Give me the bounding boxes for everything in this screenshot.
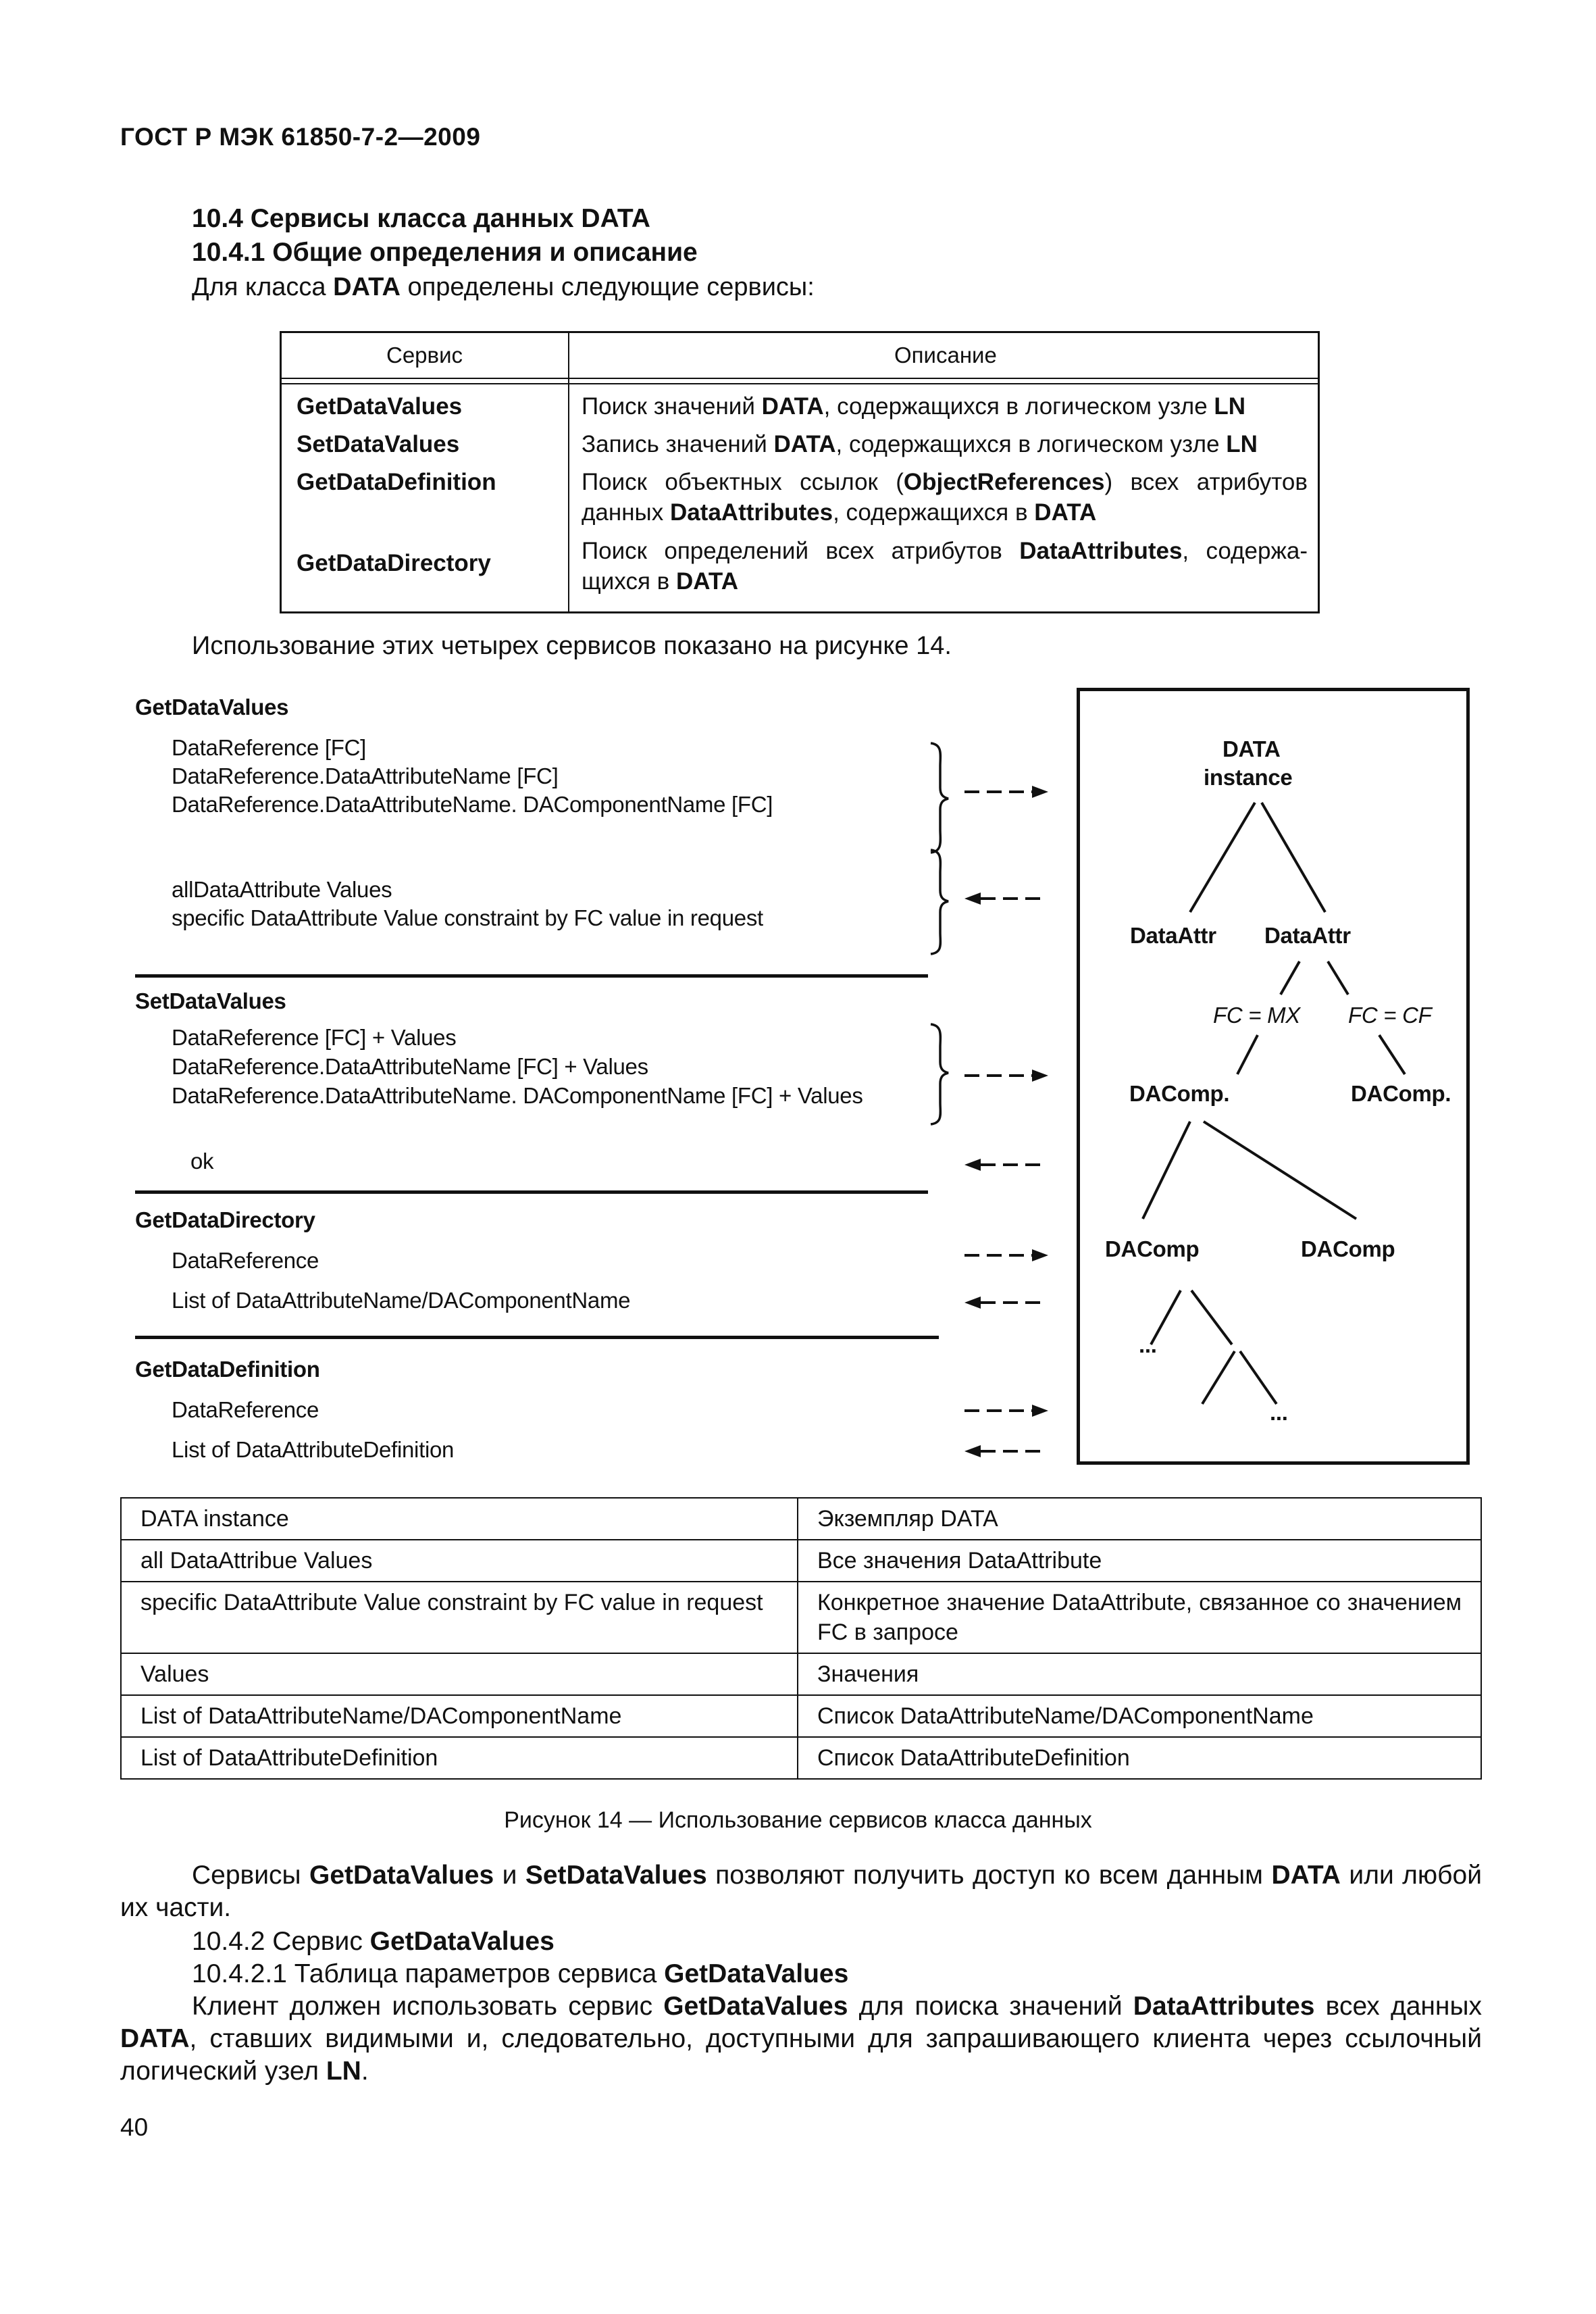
gv-response-line: allDataAttribute Values: [172, 877, 392, 902]
table-row: [121, 1737, 1481, 1779]
def-request: DataReference: [172, 1397, 319, 1422]
sv-request-line: DataReference [FC] + Values: [172, 1025, 457, 1050]
legend-translation: Значения: [798, 1653, 1481, 1695]
legend-translation: Список DataAttributeDefinition: [798, 1737, 1481, 1779]
dir-response: List of DataAttributeName/DAComponentName: [172, 1288, 631, 1313]
brace-response: [931, 850, 948, 954]
tree-node-dacomp-sub: DAComp: [1105, 1236, 1200, 1261]
page-number: 40: [120, 2113, 149, 2141]
column-header-service: Сервис: [386, 343, 463, 368]
arrowhead: [1032, 786, 1048, 798]
def-response: List of DataAttributeDefinition: [172, 1437, 455, 1462]
get-data-directory-title: GetDataDirectory: [135, 1207, 315, 1232]
legend-table: [120, 1497, 1482, 1780]
arrowhead: [1032, 1249, 1048, 1261]
tree-root-label: instance: [1204, 765, 1293, 790]
legend-term: all DataAttribue Values: [121, 1540, 798, 1582]
sv-response-ok: ok: [190, 1149, 214, 1174]
tree-node-dacomp: DAComp.: [1129, 1081, 1230, 1106]
table-row: [121, 1582, 1481, 1653]
tree-node-dataattr: DataAttr: [1130, 923, 1216, 948]
service-name: SetDataValues: [297, 431, 460, 457]
sv-request-line: DataReference.DataAttributeName. DAComponentName [FC] + Values: [172, 1083, 863, 1108]
column-header-description: Описание: [894, 343, 997, 368]
table-row: [121, 1695, 1481, 1737]
arrowhead: [1032, 1405, 1048, 1417]
gv-request-line: DataReference [FC]: [172, 735, 367, 760]
gv-request-line: DataReference.DataAttributeName. DAComponentName [FC]: [172, 792, 773, 817]
data-instance-tree-box: [1077, 688, 1470, 1465]
legend-term: specific DataAttribute Value constraint by FC value in request: [121, 1582, 798, 1653]
tree-node-dacomp: DAComp.: [1351, 1081, 1451, 1106]
sv-request-line: DataReference.DataAttributeName [FC] + Values: [172, 1054, 648, 1079]
service-name: GetDataValues: [297, 393, 463, 420]
arrowhead: [964, 1159, 981, 1171]
service-name: GetDataDefinition: [297, 469, 496, 495]
set-data-values-title: SetDataValues: [135, 988, 286, 1013]
legend-translation: Конкретное значение DataAttribute, связанное со значением FC в запросе: [798, 1582, 1481, 1653]
intro-bold: DATA: [333, 273, 401, 301]
dir-request: DataReference: [172, 1248, 319, 1273]
arrowhead: [964, 1445, 981, 1457]
legend-term: List of DataAttributeDefinition: [121, 1737, 798, 1779]
get-data-values-title: GetDataValues: [135, 695, 289, 720]
tree-root-label: DATA: [1222, 736, 1281, 761]
section-heading-10-4-1: 10.4.1 Общие определения и описание: [192, 238, 698, 267]
intro-text: Для класса: [192, 273, 334, 301]
legend-translation: Все значения DataAttribute: [798, 1540, 1481, 1582]
legend-term: Values: [121, 1653, 798, 1695]
fc-label-cf: FC = CF: [1348, 1003, 1432, 1028]
service-description: Поиск определений всех атрибутов DataAttributes, содержащихся в DATA: [582, 538, 1308, 595]
tree-node-dataattr: DataAttr: [1264, 923, 1351, 948]
document-header: ГОСТ Р МЭК 61850-7-2—2009: [120, 123, 481, 151]
intro-text-end: определены следующие сервисы:: [401, 273, 815, 301]
figure-intro: Использование этих четырех сервисов показано на рисунке 14.: [192, 632, 952, 660]
service-description: Поиск значений DATA, содержащихся в логическом узле LN: [582, 393, 1246, 420]
service-description: Поиск объектных ссылок (ObjectReferences) всех атрибутов данных DataAttributes, содержащихся в DATA: [582, 469, 1308, 526]
get-data-definition-title: GetDataDefinition: [135, 1357, 320, 1382]
fc-label-mx: FC = MX: [1213, 1003, 1300, 1028]
access-paragraph: Сервисы GetDataValues и SetDataValues позволяют получить доступ ко всем данным DATA или любой их части.: [120, 1861, 1482, 1922]
tree-ellipsis: ...: [1139, 1332, 1157, 1357]
gv-request-line: DataReference.DataAttributeName [FC]: [172, 763, 559, 788]
gv-response-line: specific DataAttribute Value constraint by FC value in request: [172, 905, 763, 930]
legend-term: List of DataAttributeName/DAComponentName: [121, 1695, 798, 1737]
legend-translation: Экземпляр DATA: [798, 1498, 1481, 1540]
figure-caption: Рисунок 14 — Использование сервисов класса данных: [504, 1807, 1092, 1833]
tree-ellipsis: ...: [1270, 1400, 1288, 1425]
section-heading-10-4-2-1: 10.4.2.1 Таблица параметров сервиса GetDataValues: [192, 1959, 849, 1988]
client-paragraph: Клиент должен использовать сервис GetDataValues для поиска значений DataAttributes всех данных DATA, ставших видимыми и, следовательно, доступными для запрашивающего клиента через ссылочный логический узел LN.: [120, 1992, 1482, 2086]
table-row: [121, 1540, 1481, 1582]
brace-request: [931, 743, 948, 853]
section-heading-10-4: 10.4 Сервисы класса данных DATA: [192, 204, 650, 233]
section-heading-10-4-2: 10.4.2 Сервис GetDataValues: [192, 1927, 555, 1956]
service-name: GetDataDirectory: [297, 550, 491, 576]
arrowhead: [964, 1297, 981, 1309]
table-row: [121, 1653, 1481, 1695]
legend-translation: Список DataAttributeName/DAComponentName: [798, 1695, 1481, 1737]
arrowhead: [964, 892, 981, 905]
legend-term: DATA instance: [121, 1498, 798, 1540]
brace-set-request: [931, 1024, 948, 1124]
arrowhead: [1032, 1070, 1048, 1082]
table-row: [121, 1498, 1481, 1540]
tree-node-dacomp-sub: DAComp: [1301, 1236, 1395, 1261]
service-description: Запись значений DATA, содержащихся в логическом узле LN: [582, 431, 1258, 457]
